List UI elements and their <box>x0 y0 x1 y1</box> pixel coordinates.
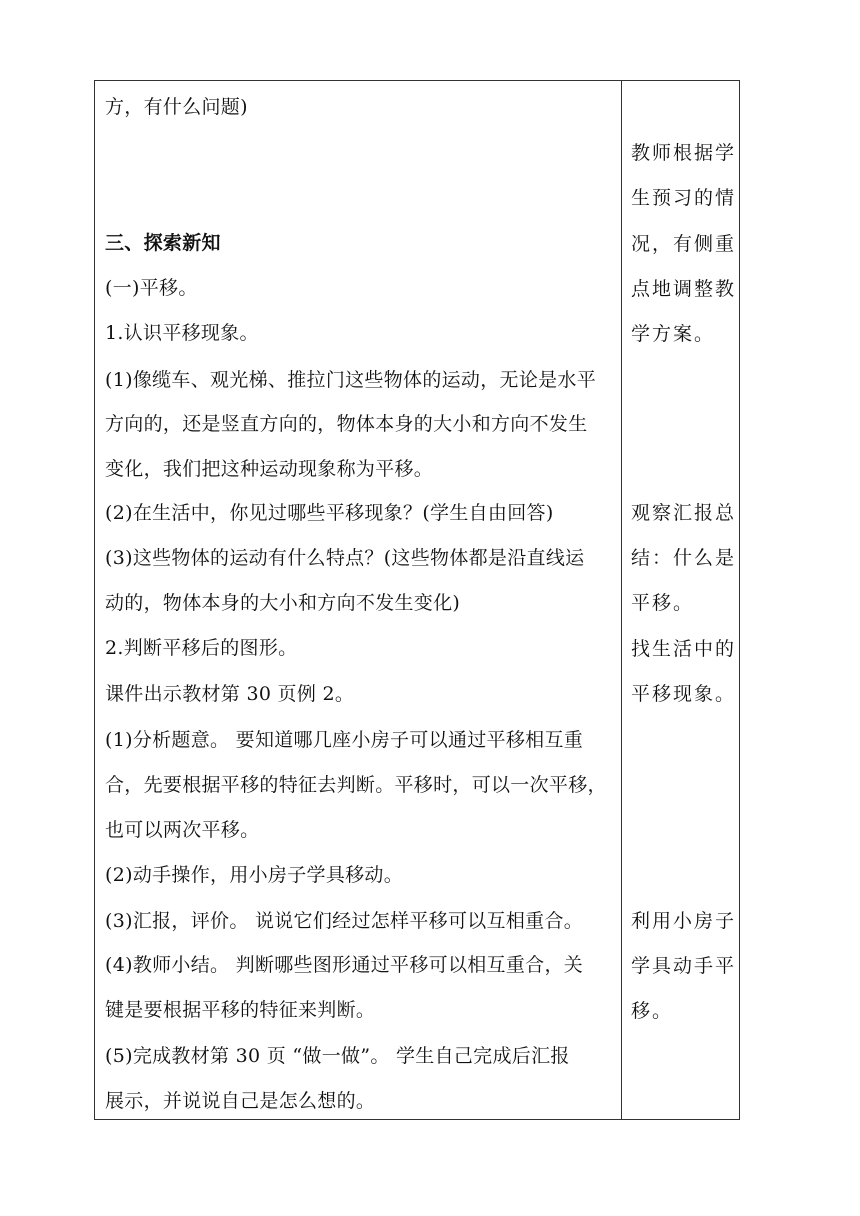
text-line: 方，有什么问题) <box>105 96 248 118</box>
text-line: (5)完成教材第 30 页 “做一做”。 学生自己完成后汇报 <box>105 1045 570 1067</box>
section-heading: 三、探索新知 <box>105 232 221 254</box>
text-line: 动的，物体本身的大小和方向不发生变化) <box>105 592 461 614</box>
text-line: 合，先要根据平移的特征去判断。平移时，可以一次平移， <box>105 774 607 796</box>
sub-heading: (一)平移。 <box>105 277 198 299</box>
note-line: 况，有侧重 <box>631 233 737 255</box>
text-line: (1)像缆车、观光梯、推拉门这些物体的运动，无论是水平 <box>105 369 597 391</box>
lesson-plan-table <box>94 80 740 1120</box>
note-line: 点地调整教 <box>631 278 737 300</box>
text-line: 课件出示教材第 30 页例 2。 <box>105 683 355 705</box>
note-line: 找生活中的 <box>631 638 737 660</box>
text-line: 键是要根据平移的特征来判断。 <box>105 999 376 1021</box>
text-line: 1.认识平移现象。 <box>105 322 259 344</box>
text-line: (2)在生活中，你见过哪些平移现象？(学生自由回答) <box>105 502 554 524</box>
note-line: 利用小房子 <box>631 910 737 932</box>
text-line: 变化，我们把这种运动现象称为平移。 <box>105 458 434 480</box>
text-line: (4)教师小结。 判断哪些图形通过平移可以相互重合，关 <box>105 954 584 976</box>
text-line: (3)汇报，评价。 说说它们经过怎样平移可以互相重合。 <box>105 910 584 932</box>
text-line: 方向的，还是竖直方向的，物体本身的大小和方向不发生 <box>105 413 588 435</box>
note-line: 平移现象。 <box>631 683 737 705</box>
note-line: 移。 <box>631 1000 674 1022</box>
note-line: 观察汇报总 <box>631 502 737 524</box>
note-line: 教师根据学 <box>631 142 737 164</box>
text-line: (1)分析题意。 要知道哪几座小房子可以通过平移相互重 <box>105 729 584 751</box>
text-line: (3)这些物体的运动有什么特点？(这些物体都是沿直线运 <box>105 547 585 569</box>
text-line: (2)动手操作，用小房子学具移动。 <box>105 864 404 886</box>
text-line: 2.判断平移后的图形。 <box>105 637 298 659</box>
note-line: 生预习的情 <box>631 187 737 209</box>
note-line: 平移。 <box>631 592 695 614</box>
text-line: 也可以两次平移。 <box>105 819 260 841</box>
note-line: 学具动手平 <box>631 955 737 977</box>
text-line: 展示，并说说自己是怎么想的。 <box>105 1090 376 1112</box>
note-line: 学方案。 <box>631 323 716 345</box>
note-line: 结：什么是 <box>631 547 737 569</box>
column-divider <box>621 81 622 1119</box>
